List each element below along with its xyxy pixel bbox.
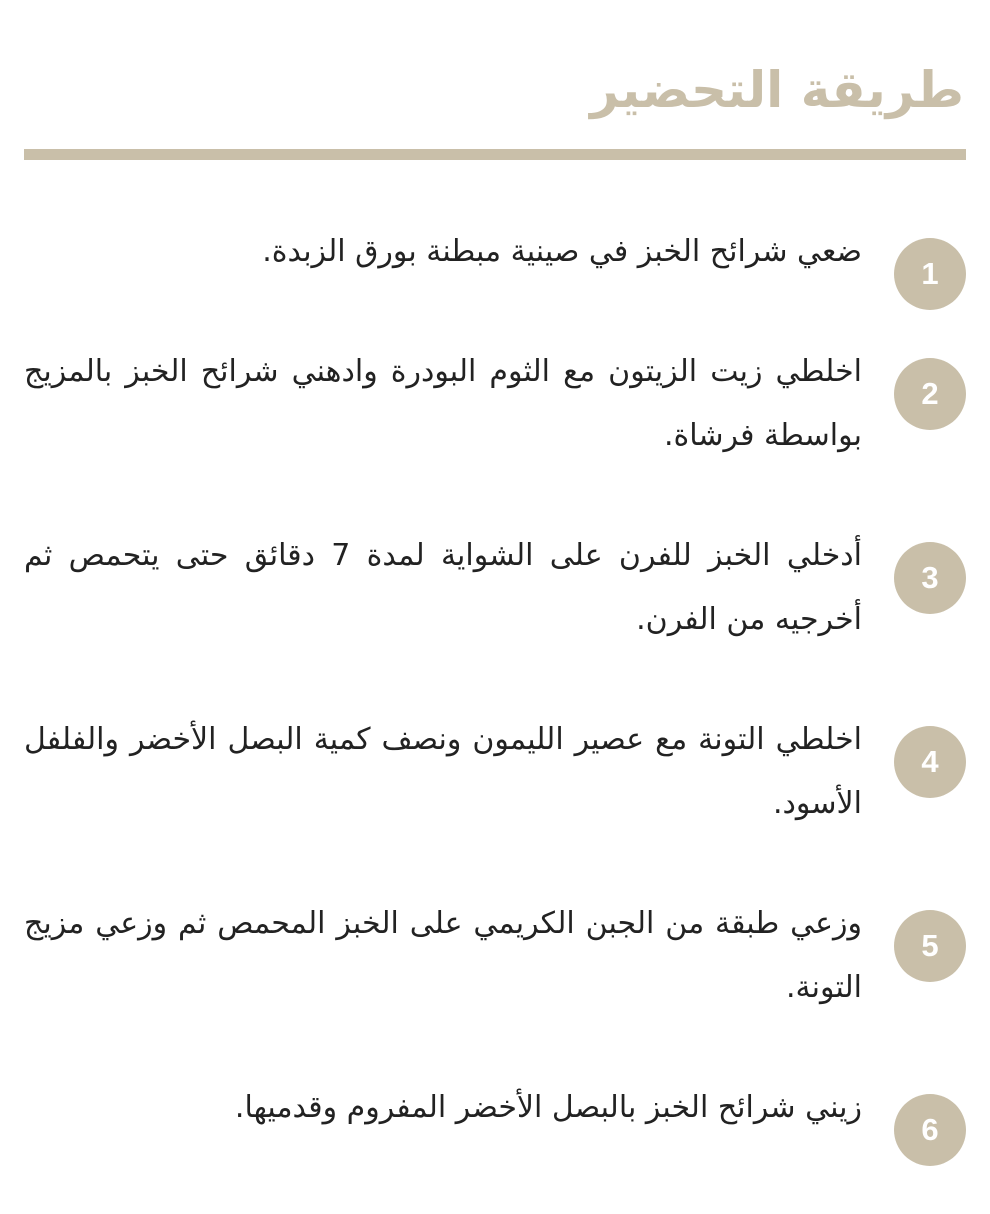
step-item xyxy=(24,538,966,662)
step-number-badge: 3 xyxy=(894,542,966,614)
step-number-badge: 1 xyxy=(894,238,966,310)
step-text: ضعي شرائح الخبز في صينية مبطنة بورق الزبدة. xyxy=(262,234,862,269)
step-number-badge: 2 xyxy=(894,358,966,430)
step-number-badge: 6 xyxy=(894,1094,966,1166)
step-text: أدخلي الخبز للفرن على الشواية لمدة 7 دقائق حتى يتحمص ثم أخرجيه من الفرن. xyxy=(24,538,862,637)
title-divider xyxy=(24,149,966,160)
step-text: اخلطي التونة مع عصير الليمون ونصف كمية البصل الأخضر والفلفل الأسود. xyxy=(24,722,862,821)
step-item xyxy=(24,1090,966,1214)
step-item xyxy=(24,722,966,846)
step-text: وزعي طبقة من الجبن الكريمي على الخبز المحمص ثم وزعي مزيج التونة. xyxy=(24,906,862,1005)
step-text: زيني شرائح الخبز بالبصل الأخضر المفروم وقدميها. xyxy=(234,1090,862,1125)
step-number-badge: 5 xyxy=(894,910,966,982)
step-item xyxy=(24,906,966,1030)
page-title: طريقة التحضير xyxy=(590,61,964,119)
step-text: اخلطي زيت الزيتون مع الثوم البودرة وادهني شرائح الخبز بالمزيج بواسطة فرشاة. xyxy=(24,354,862,453)
step-number-badge: 4 xyxy=(894,726,966,798)
step-item xyxy=(24,354,966,478)
